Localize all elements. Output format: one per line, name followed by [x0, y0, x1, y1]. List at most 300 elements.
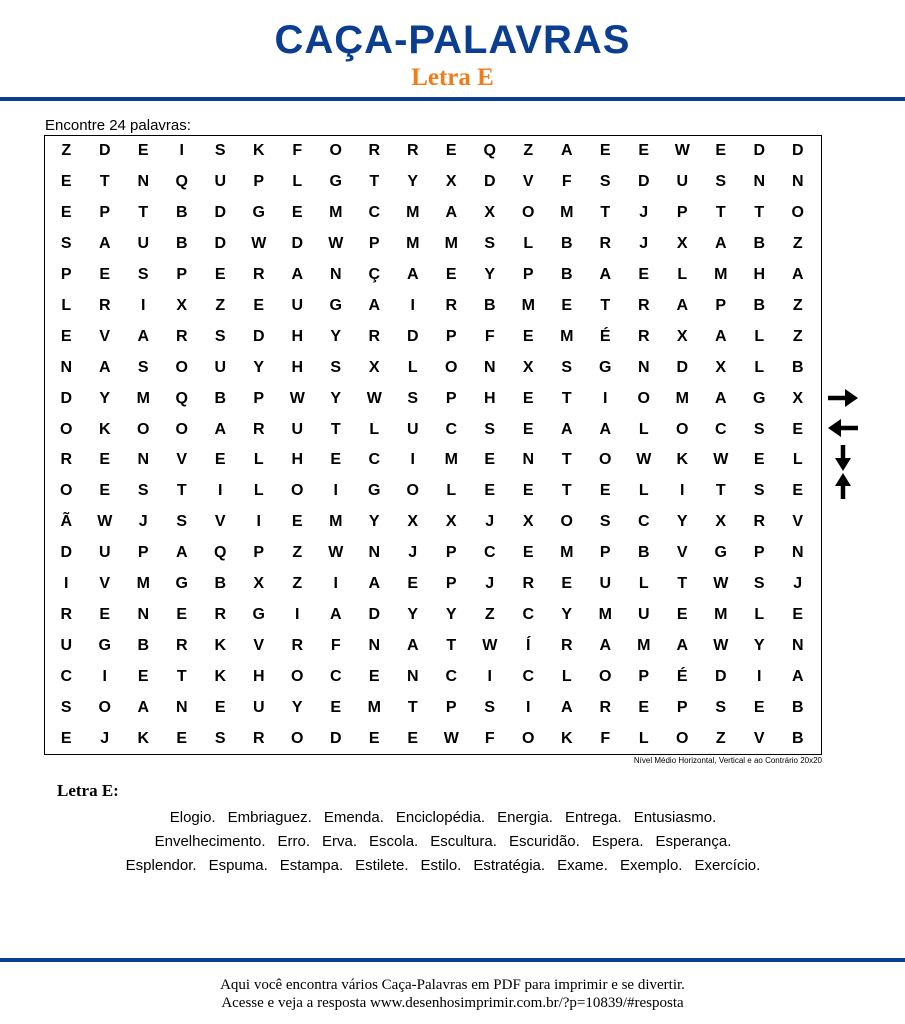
grid-letter: T: [754, 204, 765, 222]
grid-letter: E: [407, 575, 419, 593]
grid-letter: E: [99, 605, 111, 623]
grid-letter: E: [792, 605, 804, 623]
grid-letter: O: [175, 420, 188, 438]
grid-letter: M: [406, 204, 420, 222]
grid-letter: É: [676, 667, 688, 685]
grid-letter: E: [99, 482, 111, 500]
grid-letter: X: [368, 358, 380, 376]
grid-letter: W: [636, 451, 652, 469]
grid-letter: B: [560, 235, 573, 253]
grid-letter: O: [599, 667, 612, 685]
grid-letter: Y: [368, 513, 380, 531]
grid-letter: L: [253, 482, 264, 500]
grid-letter: N: [60, 358, 73, 376]
grid-letter: I: [603, 389, 608, 407]
grid-letter: N: [329, 266, 342, 284]
grid-letter: H: [291, 451, 304, 469]
grid-letter: P: [176, 266, 188, 284]
grid-letter: A: [98, 235, 111, 253]
bottom-divider: [0, 958, 905, 962]
grid-letter: A: [599, 636, 612, 654]
grid-letter: O: [599, 451, 612, 469]
grid-letter: E: [599, 142, 611, 160]
grid-letter: I: [526, 698, 531, 716]
grid-letter: J: [793, 575, 803, 593]
grid-letter: J: [100, 729, 110, 747]
word-list-item: Emenda.: [323, 809, 384, 826]
grid-letter: N: [175, 698, 188, 716]
grid-letter: O: [676, 420, 689, 438]
word-list-item: Embriaguez.: [227, 809, 312, 826]
grid-letter: L: [638, 482, 649, 500]
grid-letter: M: [714, 605, 728, 623]
grid-letter: O: [522, 729, 535, 747]
grid-letter: O: [445, 358, 458, 376]
grid-letter: U: [676, 173, 689, 191]
grid-letter: Z: [292, 544, 303, 562]
grid-letter: M: [521, 296, 535, 314]
grid-letter: R: [522, 575, 535, 593]
grid-letter: M: [444, 451, 458, 469]
grid-letter: E: [445, 266, 457, 284]
grid-letter: C: [445, 667, 458, 685]
grid-letter: T: [677, 575, 688, 593]
grid-letter: D: [483, 173, 496, 191]
grid-letter: U: [637, 605, 650, 623]
grid-letter: N: [791, 636, 804, 654]
grid-letter: Ã: [60, 513, 73, 531]
footer-line-1: Aqui você encontra vários Caça-Palavras em PDF para imprimir e se divertir.: [220, 977, 685, 993]
grid-letter: D: [406, 327, 419, 345]
grid-letter: V: [99, 327, 111, 345]
grid-letter: B: [791, 358, 804, 376]
grid-letter: T: [176, 482, 187, 500]
grid-letter: E: [99, 266, 111, 284]
grid-letter: A: [714, 389, 727, 407]
grid-letter: N: [753, 173, 766, 191]
grid-letter: I: [141, 296, 146, 314]
grid-letter: Z: [484, 605, 495, 623]
grid-letter: V: [176, 451, 188, 469]
grid-letter: L: [446, 482, 457, 500]
grid-letter: E: [176, 729, 188, 747]
grid-letter: Y: [330, 389, 342, 407]
grid-letter: G: [252, 605, 265, 623]
grid-letter: Q: [175, 173, 188, 191]
grid-letter: O: [406, 482, 419, 500]
grid-letter: X: [522, 513, 534, 531]
grid-letter: M: [598, 605, 612, 623]
grid-letter: P: [445, 327, 457, 345]
grid-letter: I: [295, 605, 300, 623]
grid-letter: T: [600, 204, 611, 222]
grid-letter: Q: [483, 142, 496, 160]
grid-letter: L: [677, 266, 688, 284]
grid-letter: R: [291, 636, 304, 654]
grid-letter: Z: [792, 327, 803, 345]
grid-letter: L: [754, 358, 765, 376]
grid-letter: V: [253, 636, 265, 654]
grid-letter: K: [252, 142, 265, 160]
grid-letter: R: [252, 729, 265, 747]
grid-letter: S: [484, 420, 496, 438]
grid-letter: A: [560, 698, 573, 716]
grid-letter: O: [98, 698, 111, 716]
grid-letter: F: [292, 142, 303, 160]
grid-letter: E: [676, 605, 688, 623]
grid-letter: H: [291, 327, 304, 345]
grid-letter: O: [175, 358, 188, 376]
grid-letter: X: [484, 204, 496, 222]
word-list-item: Estratégia.: [473, 857, 546, 874]
grid-letter: E: [291, 513, 303, 531]
grid-letter: E: [368, 667, 380, 685]
grid-letter: A: [329, 605, 342, 623]
grid-letter: R: [214, 605, 227, 623]
grid-letter: W: [289, 389, 305, 407]
grid-letter: R: [406, 142, 419, 160]
grid-letter: D: [252, 327, 265, 345]
grid-letter: S: [599, 513, 611, 531]
grid-letter: Ç: [368, 266, 381, 284]
word-list-item: Enciclopédia.: [395, 809, 486, 826]
word-list-item: Estilete.: [355, 857, 409, 874]
grid-letter: N: [137, 605, 150, 623]
grid-letter: T: [561, 389, 572, 407]
grid-letter: C: [522, 667, 535, 685]
grid-letter: F: [484, 327, 495, 345]
grid-letter: X: [522, 358, 534, 376]
grid-letter: B: [637, 544, 650, 562]
grid-letter: A: [137, 327, 150, 345]
arrow-left-icon: [826, 414, 860, 442]
grid-letter: I: [64, 575, 69, 593]
grid-letter: R: [445, 296, 458, 314]
grid-letter: C: [483, 544, 496, 562]
word-list-item: Exercício.: [694, 857, 761, 874]
grid-letter: F: [330, 636, 341, 654]
grid-letter: A: [676, 636, 689, 654]
grid-letter: J: [138, 513, 148, 531]
grid-letter: D: [98, 142, 111, 160]
grid-letter: A: [137, 698, 150, 716]
grid-letter: O: [291, 667, 304, 685]
grid-letter: O: [291, 729, 304, 747]
arrow-right-icon: [826, 384, 860, 412]
grid-letter: E: [638, 266, 650, 284]
grid-letter: A: [368, 296, 381, 314]
grid-letter: N: [137, 173, 150, 191]
grid-letter: W: [251, 235, 267, 253]
grid-letter: N: [368, 636, 381, 654]
grid-letter: R: [753, 513, 766, 531]
grid-letter: S: [715, 173, 727, 191]
grid-letter: N: [368, 544, 381, 562]
grid-letter: O: [291, 482, 304, 500]
grid-letter: S: [176, 513, 188, 531]
grid-letter: E: [330, 451, 342, 469]
grid-letter: W: [674, 142, 690, 160]
grid-letter: S: [60, 235, 72, 253]
grid-letter: B: [214, 389, 227, 407]
grid-letter: Z: [792, 235, 803, 253]
grid-letter: F: [600, 729, 611, 747]
grid-letter: E: [60, 173, 72, 191]
grid-letter: P: [60, 266, 72, 284]
grid-letter: E: [522, 389, 534, 407]
grid-letter: P: [638, 667, 650, 685]
grid-letter: L: [523, 235, 534, 253]
grid-letter: O: [60, 420, 73, 438]
grid-letter: V: [676, 544, 688, 562]
grid-letter: V: [214, 513, 226, 531]
grid-letter: V: [792, 513, 804, 531]
grid-letter: L: [638, 575, 649, 593]
word-search-grid: [44, 135, 822, 755]
word-list-row: [0, 857, 886, 875]
grid-letter: G: [98, 636, 111, 654]
word-list-item: Esperança.: [655, 833, 732, 850]
grid-letter: X: [407, 513, 419, 531]
grid-letter: I: [410, 296, 415, 314]
grid-letter: R: [252, 266, 265, 284]
arrow-down-icon: [826, 444, 860, 472]
grid-letter: K: [137, 729, 150, 747]
grid-letter: R: [637, 327, 650, 345]
grid-letter: L: [407, 358, 418, 376]
grid-letter: L: [561, 667, 572, 685]
grid-letter: E: [137, 667, 149, 685]
grid-letter: L: [292, 173, 303, 191]
grid-letter: B: [137, 636, 150, 654]
grid-letter: R: [98, 296, 111, 314]
grid-letter: P: [753, 544, 765, 562]
grid-letter: G: [368, 482, 381, 500]
grid-letter: R: [368, 142, 381, 160]
grid-letter: E: [176, 605, 188, 623]
grid-letter: N: [137, 451, 150, 469]
grid-letter: S: [137, 358, 149, 376]
grid-letter: S: [753, 420, 765, 438]
grid-letter: I: [179, 142, 184, 160]
grid-letter: O: [137, 420, 150, 438]
grid-letter: B: [791, 729, 804, 747]
grid-letter: D: [60, 544, 73, 562]
grid-letter: E: [484, 482, 496, 500]
grid-letter: C: [368, 204, 381, 222]
grid-letter: E: [715, 142, 727, 160]
grid-letter: S: [214, 142, 226, 160]
grid-letter: A: [445, 204, 458, 222]
grid-letter: R: [60, 605, 73, 623]
grid-letter: U: [214, 173, 227, 191]
grid-letter: A: [214, 420, 227, 438]
grid-letter: D: [60, 389, 73, 407]
grid-letter: I: [218, 482, 223, 500]
grid-letter: O: [329, 142, 342, 160]
grid-letter: C: [60, 667, 73, 685]
grid-letter: I: [256, 513, 261, 531]
grid-letter: E: [214, 266, 226, 284]
grid-letter: U: [291, 296, 304, 314]
grid-letter: O: [560, 513, 573, 531]
grid-letter: W: [97, 513, 113, 531]
grid-letter: L: [792, 451, 803, 469]
grid-letter: G: [252, 204, 265, 222]
grid-letter: J: [485, 513, 495, 531]
grid-letter: W: [713, 575, 729, 593]
word-list-item: Estilo.: [420, 857, 462, 874]
grid-letter: W: [328, 544, 344, 562]
grid-letter: S: [753, 575, 765, 593]
grid-letter: E: [330, 698, 342, 716]
grid-letter: T: [369, 173, 380, 191]
word-list-item: Entusiasmo.: [633, 809, 717, 826]
grid-letter: V: [99, 575, 111, 593]
grid-letter: A: [406, 636, 419, 654]
grid-letter: Y: [484, 266, 496, 284]
grid-letter: S: [484, 698, 496, 716]
grid-letter: X: [676, 327, 688, 345]
grid-letter: D: [329, 729, 342, 747]
grid-letter: U: [214, 358, 227, 376]
grid-letter: E: [753, 698, 765, 716]
grid-letter: W: [713, 636, 729, 654]
grid-letter: T: [561, 451, 572, 469]
grid-letter: L: [253, 451, 264, 469]
grid-letter: M: [560, 327, 574, 345]
grid-letter: T: [330, 420, 341, 438]
grid-letter: K: [560, 729, 573, 747]
grid-letter: E: [561, 575, 573, 593]
grid-letter: A: [98, 358, 111, 376]
grid-letter: B: [791, 698, 804, 716]
grid-letter: D: [214, 235, 227, 253]
word-list-item: Espuma.: [208, 857, 268, 874]
grid-letter: P: [445, 698, 457, 716]
grid-letter: E: [792, 420, 804, 438]
grid-letter: O: [637, 389, 650, 407]
grid-letter: X: [715, 358, 727, 376]
grid-letter: I: [680, 482, 685, 500]
grid-letter: Z: [792, 296, 803, 314]
grid-letter: W: [443, 729, 459, 747]
grid-letter: U: [599, 575, 612, 593]
grid-letter: X: [176, 296, 188, 314]
grid-letter: G: [329, 296, 342, 314]
grid-letter: R: [175, 636, 188, 654]
direction-legend: [826, 384, 860, 504]
grid-letter: W: [482, 636, 498, 654]
grid-letter: P: [599, 544, 611, 562]
grid-letter: V: [522, 173, 534, 191]
grid-letter: Z: [523, 142, 534, 160]
grid-letter: E: [60, 204, 72, 222]
grid-letter: P: [522, 266, 534, 284]
grid-letter: L: [638, 420, 649, 438]
grid-letter: U: [291, 420, 304, 438]
grid-letter: E: [445, 142, 457, 160]
grid-letter: E: [522, 327, 534, 345]
grid-letter: T: [407, 698, 418, 716]
grid-letter: K: [98, 420, 111, 438]
grid-letter: X: [715, 513, 727, 531]
grid-letter: M: [714, 266, 728, 284]
grid-letter: D: [753, 142, 766, 160]
word-list-row: [0, 833, 886, 851]
grid-letter: M: [329, 513, 343, 531]
grid-letter: Z: [61, 142, 72, 160]
grid-letter: H: [753, 266, 766, 284]
grid-letter: M: [136, 575, 150, 593]
grid-letter: E: [753, 451, 765, 469]
grid-letter: T: [446, 636, 457, 654]
grid-letter: P: [715, 296, 727, 314]
grid-letter: I: [487, 667, 492, 685]
word-list-item: Esplendor.: [125, 857, 197, 874]
grid-letter: U: [60, 636, 73, 654]
grid-letter: O: [522, 204, 535, 222]
grid-letter: A: [406, 266, 419, 284]
grid-letter: L: [754, 327, 765, 345]
grid-letter: S: [753, 482, 765, 500]
grid-letter: R: [60, 451, 73, 469]
grid-letter: E: [484, 451, 496, 469]
grid-letter: B: [214, 575, 227, 593]
grid-letter: K: [214, 667, 227, 685]
grid-letter: C: [329, 667, 342, 685]
word-list-item: Energia.: [497, 809, 553, 826]
grid-letter: Z: [215, 296, 226, 314]
grid-letter: J: [639, 235, 649, 253]
page-title: CAÇA-PALAVRAS: [274, 18, 631, 62]
grid-letter: P: [253, 173, 265, 191]
grid-letter: B: [560, 266, 573, 284]
grid-letter: E: [291, 204, 303, 222]
grid-letter: E: [561, 296, 573, 314]
grid-letter: P: [99, 204, 111, 222]
grid-letter: A: [560, 142, 573, 160]
grid-letter: Y: [561, 605, 573, 623]
grid-letter: I: [333, 575, 338, 593]
grid-letter: J: [485, 575, 495, 593]
grid-letter: H: [483, 389, 496, 407]
grid-letter: M: [367, 698, 381, 716]
grid-letter: M: [675, 389, 689, 407]
grid-letter: R: [560, 636, 573, 654]
grid-letter: Í: [526, 636, 531, 654]
grid-letter: H: [252, 667, 265, 685]
grid-letter: M: [406, 235, 420, 253]
grid-letter: T: [99, 173, 110, 191]
grid-letter: O: [791, 204, 804, 222]
word-list-label: Letra E:: [57, 781, 119, 800]
word-list-item: Estampa.: [279, 857, 344, 874]
grid-letter: D: [291, 235, 304, 253]
grid-letter: C: [522, 605, 535, 623]
grid-letter: B: [753, 235, 766, 253]
grid-letter: Y: [330, 327, 342, 345]
grid-letter: E: [60, 327, 72, 345]
grid-letter: U: [98, 544, 111, 562]
grid-letter: M: [136, 389, 150, 407]
grid-letter: Y: [291, 698, 303, 716]
grid-letter: I: [102, 667, 107, 685]
grid-letter: E: [253, 296, 265, 314]
grid-letter: I: [410, 451, 415, 469]
grid-letter: A: [368, 575, 381, 593]
grid-letter: A: [175, 544, 188, 562]
